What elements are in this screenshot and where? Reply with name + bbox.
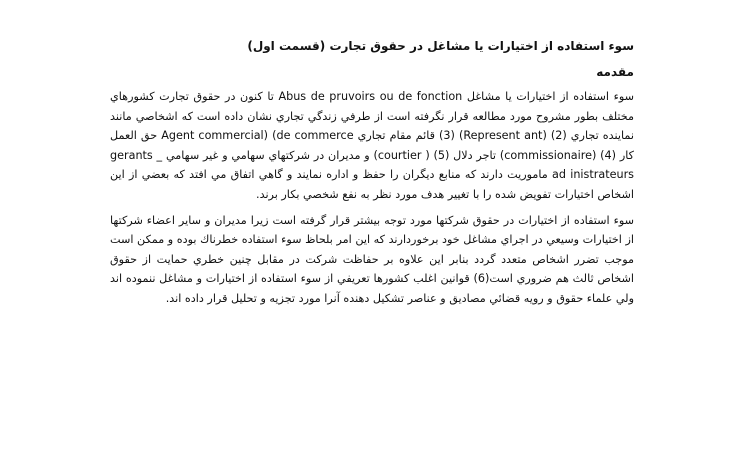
- paragraph-2: سوء استفاده از اختيارات در حقوق شركتها مورد توجه بيشتر قرار گرفته است زيرا مديران و ساير اعضاء شركتها از اختيارات وسيعي در اجراي مشاغل خود برخوردارند كه اين امر بلحاظ سوء استفاده خطرناك بوده و ممكن است موجب تضرر اشخاص متعدد گردد بنابر اين علاوه بر حفاظت شركت در مقابل چنين خطري حمايت از حقوق اشخاص ثالث هم ضروري است(6) قوانين اغلب كشورها تعريفي از سوء استفاده از اختيارات و مشاغل ننموده اند ولي علماء حقوق و رويه قضائي مصاديق و عناصر تشكيل دهنده آنرا مورد تجزيه و تحليل قرار داده اند.: [110, 213, 634, 305]
- document-body: [110, 36, 634, 315]
- paragraph-1: سوء استفاده از اختيارات يا مشاغل Abus de pruvoirs ou de fonction تا كنون در حقوق تجارت كشورهاي مختلف بطور مشروح مورد مطالعه قرار نگرفته است از طرفي زندگي تجاري نشان داده است كه اشخاصي مانند نماينده تجاري (2) (Represent ant) (3) قائم مقام تجاري Agent commercial) (de commerce حق العمل كار (4) (commissionaire) تاجر دلال (5) ( courtier) و مديران در شركتهاي سهامي و غير سهامي gerants _ ad inistrateurs ماموريت دارند كه منابع ديگران را حفظ و اداره نمايند و گاهي اتفاق مي افتد كه بعضي از اين اشخاص اختيارات تفويض شده را با تغيير هدف مورد نظر به نفع شخصي بكار برند.: [110, 90, 634, 201]
- section-heading: مقدمه: [596, 65, 634, 79]
- document-title: سوء استفاده از اختيارات يا مشاغل در حقوق تجارت (قسمت اول): [247, 39, 634, 53]
